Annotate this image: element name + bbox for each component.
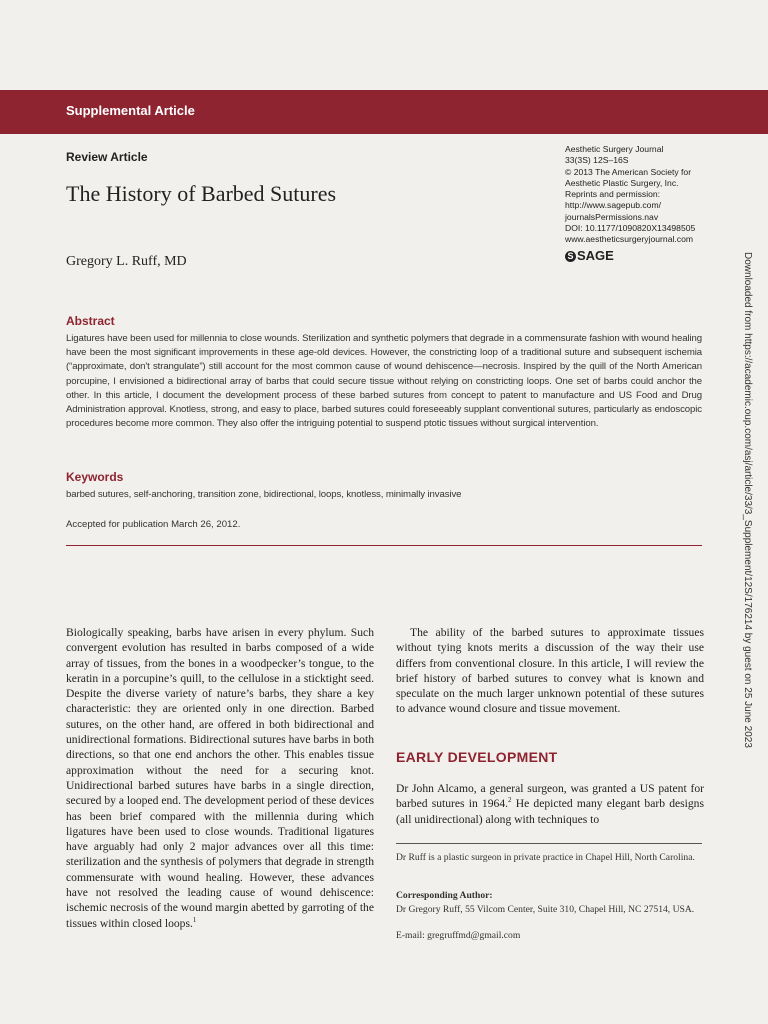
sage-logo — [565, 248, 614, 263]
corresponding-author-label: Corresponding Author: — [396, 890, 493, 901]
body-paragraph — [396, 781, 704, 827]
body-text: He depicted many elegant barb designs (all unidirectional) along with techniques to — [396, 797, 704, 826]
section-divider — [66, 545, 702, 546]
journal-info-line: Aesthetic Surgery Journal — [565, 144, 664, 154]
journal-website-link[interactable]: www.aestheticsurgeryjournal.com — [565, 234, 694, 245]
right-body-column-continued — [396, 781, 704, 827]
keywords-text: barbed sutures, self-anchoring, transition zone, bidirectional, loops, knotless, minimally invasive — [66, 489, 462, 500]
download-note: Downloaded from https://academic.oup.com/asj/article/33/3_Supplement/12S/176214 by guest on 25 June 2023 — [742, 252, 753, 748]
right-body-column — [396, 625, 704, 717]
keywords-heading: Keywords — [66, 470, 124, 484]
corresponding-address: Dr Gregory Ruff, 55 Vilcom Center, Suite 310, Chapel Hill, NC 27514, USA. — [396, 904, 695, 915]
journal-url-link[interactable]: http://www.sagepub.com/ — [565, 200, 662, 211]
author-affiliation: Dr Ruff is a plastic surgeon in private practice in Chapel Hill, North Carolina. — [396, 852, 695, 863]
footnote-divider — [396, 843, 702, 844]
article-category-banner — [0, 90, 768, 134]
sage-logo-text: SAGE — [577, 248, 614, 263]
body-paragraph — [66, 625, 374, 931]
journal-info-line: Reprints and permission: — [565, 189, 661, 200]
left-body-column — [66, 625, 374, 931]
accepted-date: Accepted for publication March 26, 2012. — [66, 519, 241, 530]
article-type: Review Article — [66, 150, 148, 164]
article-title: The History of Barbed Sutures — [66, 181, 337, 206]
journal-info-line: journalsPermissions.nav — [565, 211, 659, 222]
citation-ref[interactable]: 2 — [508, 796, 512, 805]
journal-info-line: © 2013 The American Society for — [565, 166, 692, 177]
banner-label: Supplemental Article — [66, 103, 195, 118]
article-author: Gregory L. Ruff, MD — [66, 254, 187, 269]
corresponding-email[interactable]: E-mail: gregruffmd@gmail.com — [396, 930, 521, 941]
doi-link[interactable]: DOI: 10.1177/1090820X13498505 — [565, 223, 696, 234]
journal-info-line: Aesthetic Plastic Surgery, Inc. — [565, 177, 679, 188]
download-watermark — [739, 252, 755, 772]
body-text: Biologically speaking, barbs have arisen in every phylum. Such convergent evolution has resulted in barbs composed of a wide array of tissues, from the bones in a woodpecker’s tongue, to the keratin in a porcupine’s quill, to the cellulose in a sticktight seed. Despite the diverse variety of nature’s barbs, they share a key characteristic: they are oriented only in one direction. Barbed sutures, on the other hand, are offered in both bidirectional and unidirectional formations. Bidirectional sutures have barbs in both directions, so that one end anchors the other. This enables tissue approximation without the need for a securing knot. Unidirectional barbed sutures have barbs in a single direction, secured by a looped end. The development period of these devices has been brief compared with the millennia during which ligatures have been used to close wounds. Traditional ligatures have arguably had only 2 major advances over all this time: sterilization and the synthesis of polymers that degrade in strength commensurate with wound healing. However, these advances have not resolved the leading cause of wound dehiscence: ischemic necrosis of the wound margin abetted by garroting of the tissues within closed loops. — [66, 626, 374, 930]
journal-info-line: 33(3S) 12S–16S — [565, 155, 629, 166]
section-heading: EARLY DEVELOPMENT — [396, 749, 558, 765]
body-text: Dr John Alcamo, a general surgeon, was granted a US patent for barbed sutures in 1964. — [396, 782, 704, 811]
citation-ref[interactable]: 1 — [192, 915, 197, 924]
body-paragraph: The ability of the barbed sutures to approximate tissues without tying knots merits a discussion of the way their use differs from conventional closure. In this article, I will review the brief history of barbed sutures to convey what is known and speculate on the much larger unknown potential of these sutures to advance wound closure and tissue movement. — [396, 626, 704, 716]
abstract-text: Ligatures have been used for millennia to close wounds. Sterilization and synthetic polymers that degrade in a commensurate fashion with wound healing have been the most significant improvements in these age-old devices. However, the constricting loop of a traditional suture and subsequent ischemia (“approximate, don't strangulate”) still account for the most common cause of wound dehiscence—necrosis. Inspired by the quill of the North American porcupine, I envisioned a bidirectional array of barbs that could secure tissue without relying on constricting loops. One set of barbs could anchor the other. In this article, I document the development process of these barbed sutures from concept to patent to manufacture and US Food and Drug Administration approval. Knotless, strong, and easy to place, barbed sutures could foreseeably supplant conventional sutures, particularly as endoscopic procedures become more common. They also offer the intriguing potential to suspend ptotic tissues without surgical intervention. — [66, 333, 702, 430]
abstract-heading: Abstract — [66, 314, 115, 328]
sage-s-icon: S — [565, 251, 576, 262]
journal-info — [565, 144, 725, 246]
